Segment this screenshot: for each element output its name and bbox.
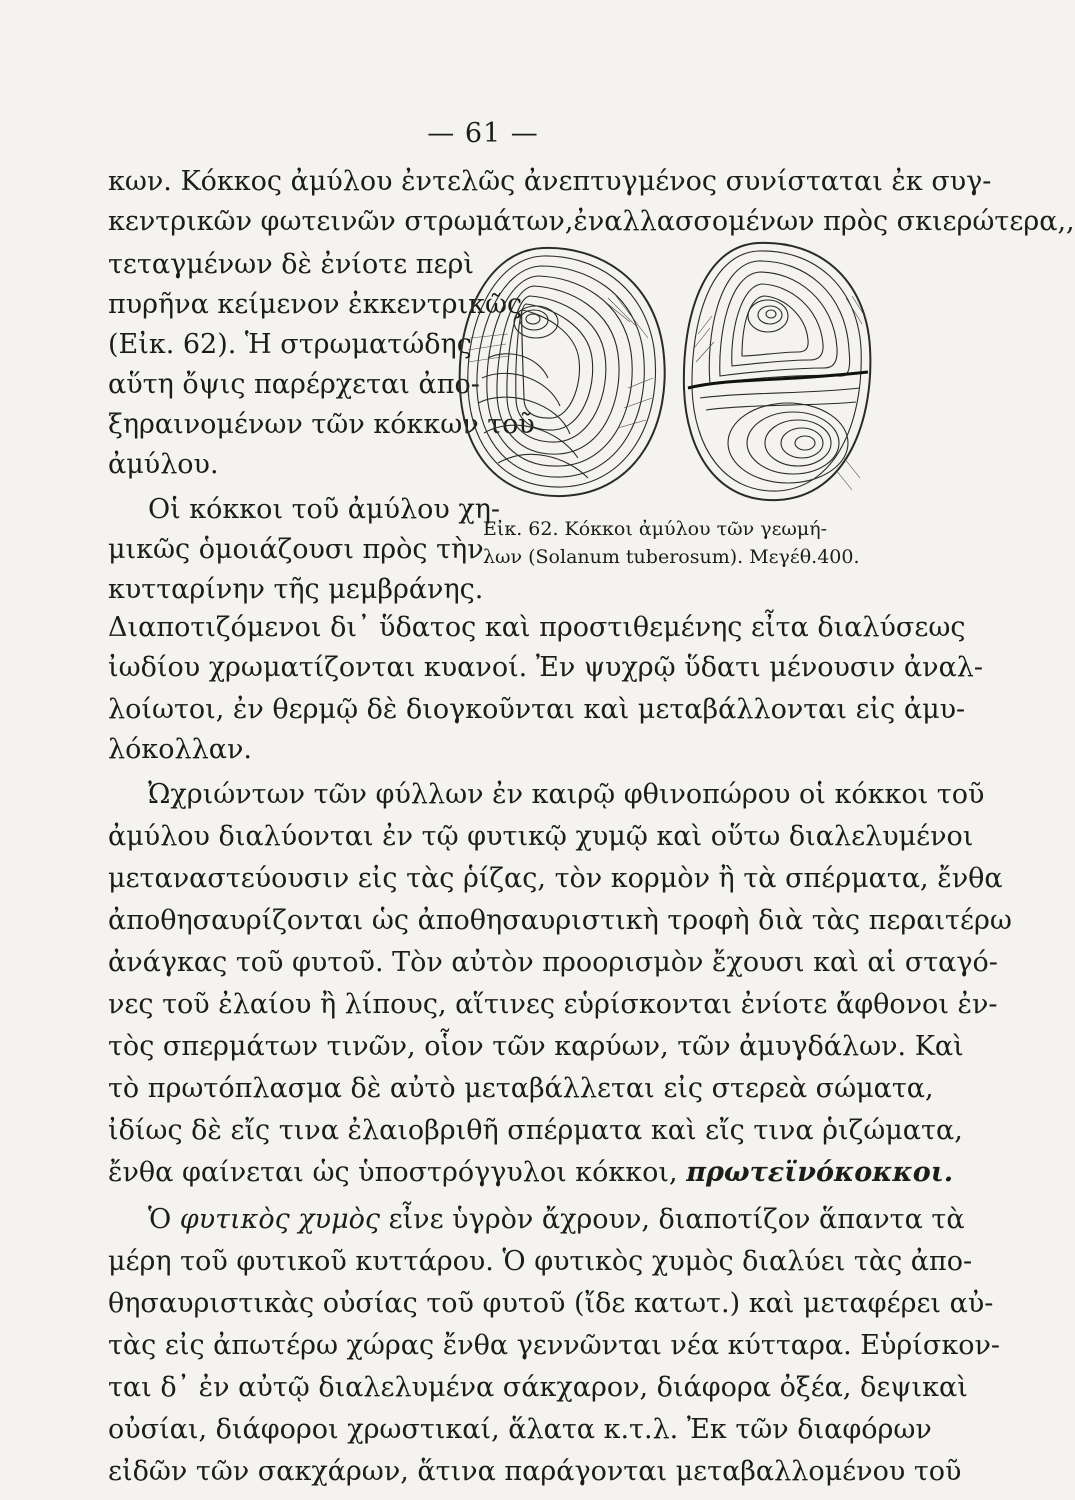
text-line: θησαυριστικὰς οὐσίας τοῦ φυτοῦ (ἴδε κατωτ.) καὶ μεταφέρει αὐ- (108, 1288, 994, 1319)
text-line: ἰδίως δὲ εἴς τινα ἐλαιοβριθῆ σπέρματα καὶ εἴς τινα ῥιζώματα, (108, 1115, 963, 1146)
text-line: λόκολλαν. (108, 734, 252, 765)
text-line: νες τοῦ ἐλαίου ἢ λίπους, αἵτινες εὑρίσκονται ἐνίοτε ἄφθονοι ἐν- (108, 989, 998, 1020)
text-line: πυρῆνα κείμενον ἐκκεντρικῶς (108, 289, 523, 320)
text-line: ται δ᾽ ἐν αὐτῷ διαλελυμένα σάκχαρον, διάφορα ὀξέα, δεψικαὶ (108, 1372, 968, 1403)
text-line: οὐσίαι, διάφοροι χρωστικαί, ἅλατα κ.τ.λ. Ἐκ τῶν διαφόρων (108, 1414, 932, 1445)
text-line: αὕτη ὄψις παρέρχεται ἀπο- (108, 369, 480, 400)
text-run: Ὁ (148, 1204, 172, 1235)
text-line: μέρη τοῦ φυτικοῦ κυττάρου. Ὁ φυτικὸς χυμὸς διαλύει τὰς ἀπο- (108, 1246, 973, 1277)
page-number: — 61 — (427, 118, 539, 149)
figure-starch-grains (448, 238, 878, 508)
text-line (108, 1153, 954, 1193)
emphasized-term: πρωτεϊνόκοκκοι. (686, 1157, 954, 1188)
figure-caption-line: Εἰκ. 62. Κόκκοι ἀμύλου τῶν γεωμή- (483, 518, 828, 540)
text-line: μικῶς ὁμοιάζουσι πρὸς τὴν (108, 534, 484, 565)
text-line: Διαποτιζόμενοι δι᾽ ὕδατος καὶ προστιθεμένης εἶτα διαλύσεως (108, 612, 966, 643)
text-line: ἀποθησαυρίζονται ὡς ἀποθησαυριστικὴ τροφὴ διὰ τὰς περαιτέρω (108, 905, 1012, 936)
text-run: ἔνθα φαίνεται ὡς ὑποστρόγγυλοι κόκκοι, (108, 1157, 678, 1188)
text-line: ἀμύλου διαλύονται ἐν τῷ φυτικῷ χυμῷ καὶ οὕτω διαλελυμένοι (108, 821, 974, 852)
text-line: ἀνάγκας τοῦ φυτοῦ. Τὸν αὐτὸν προορισμὸν ἔχουσι καὶ αἱ σταγό- (108, 947, 998, 978)
text-line: ἀμύλου. (108, 449, 219, 480)
text-line: τὸς σπερμάτων τινῶν, οἷον τῶν καρύων, τῶν ἀμυγδάλων. Καὶ (108, 1031, 964, 1062)
starch-grains-illustration (448, 238, 878, 508)
text-line: κων. Κόκκος ἀμύλου ἐντελῶς ἀνεπτυγμένος συνίσταται ἐκ συγ- (108, 166, 992, 197)
text-line: εἰδῶν τῶν σακχάρων, ἅτινα παράγονται μεταβαλλομένου τοῦ (108, 1456, 962, 1487)
text-line (108, 1200, 965, 1240)
text-line: ξηραινομένων τῶν κόκκων τοῦ (108, 409, 535, 440)
text-line: λοίωτοι, ἐν θερμῷ δὲ διογκοῦνται καὶ μεταβάλλονται εἰς ἀμυ- (108, 694, 966, 725)
text-line: τὰς εἰς ἀπωτέρω χώρας ἔνθα γεννῶνται νέα κύτταρα. Εὑρίσκον- (108, 1330, 1000, 1361)
text-line: μεταναστεύουσιν εἰς τὰς ῥίζας, τὸν κορμὸν ἢ τὰ σπέρματα, ἔνθα (108, 863, 1003, 894)
text-line: Οἱ κόκκοι τοῦ ἀμύλου χη- (148, 494, 501, 525)
text-line: κεντρικῶν φωτεινῶν στρωμάτων,ἐναλλασσομένων πρὸς σκιερώτερα,, (108, 206, 1075, 237)
text-line: τεταγμένων δὲ ἐνίοτε περὶ (108, 249, 474, 280)
text-line: ἰωδίου χρωματίζονται κυανοί. Ἐν ψυχρῷ ὕδατι μένουσιν ἀναλ- (108, 652, 984, 683)
left-starch-grain (460, 248, 665, 496)
right-starch-grain (684, 243, 871, 500)
emphasized-term: φυτικὸς χυμὸς (179, 1204, 381, 1235)
text-line: (Εἰκ. 62). Ἡ στρωματώδης (108, 329, 472, 360)
text-line: Ὠχριώντων τῶν φύλλων ἐν καιρῷ φθινοπώρου οἱ κόκκοι τοῦ (148, 779, 985, 810)
figure-caption-line: λων (Solanum tuberosum). Μεγέθ.400. (483, 546, 860, 568)
text-run: εἶνε ὑγρὸν ἄχρουν, διαποτίζον ἅπαντα τὰ (388, 1204, 965, 1235)
text-line: τὸ πρωτόπλασμα δὲ αὐτὸ μεταβάλλεται εἰς στερεὰ σώματα, (108, 1073, 934, 1104)
text-line: κυτταρίνην τῆς μεμβράνης. (108, 574, 484, 605)
